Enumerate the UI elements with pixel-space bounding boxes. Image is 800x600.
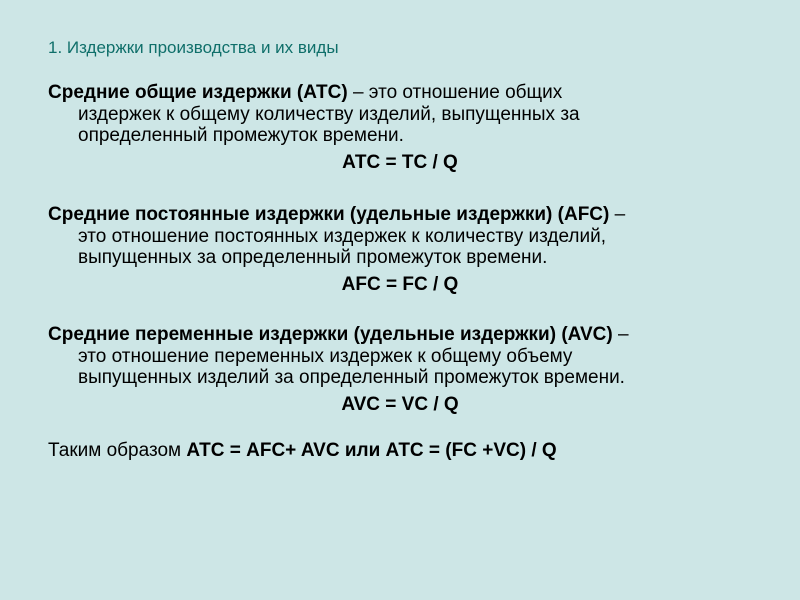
definition-atc [48,82,748,147]
term-afc: Средние постоянные издержки (удельные издержки) (AFC) [48,204,610,225]
slide-heading: 1. Издержки производства и их виды [48,38,339,57]
definition-afc-line-2: это отношение постоянных издержек к количеству изделий, [78,225,607,247]
definition-avc-line-1 [48,324,748,346]
formula-atc: АТС = ТС / Q [342,152,458,173]
summary-formula: АТС = AFC+ AVC или АТС = (FC +VC) / Q [186,440,557,461]
definition-afc-line-1 [48,204,748,226]
formula-afc: AFC = FC / Q [341,274,459,295]
summary-lead: Таким образом [48,440,187,461]
definition-avc [48,324,748,389]
summary [48,440,557,462]
formula-avc: AVC = VC / Q [341,394,459,415]
term-avc: Средние переменные издержки (удельные издержки) (AVC) [48,324,613,345]
definition-atc-line-1 [48,82,748,104]
definition-afc-line-3: выпущенных за определенный промежуток времени. [78,247,548,268]
definition-avc-line-2: это отношение переменных издержек к общему объему [78,345,573,367]
definition-afc [48,204,748,269]
definition-avc-rest: – [612,324,629,345]
definition-atc-rest: – это отношение общих [347,82,563,103]
definition-afc-rest: – [609,204,626,225]
term-atc: Средние общие издержки (АТС) [48,82,348,103]
definition-avc-line-3: выпущенных изделий за определенный промежуток времени. [78,367,625,388]
definition-atc-line-3: определенный промежуток времени. [78,125,404,146]
definition-atc-line-2: издержек к общему количеству изделий, выпущенных за [78,103,580,125]
